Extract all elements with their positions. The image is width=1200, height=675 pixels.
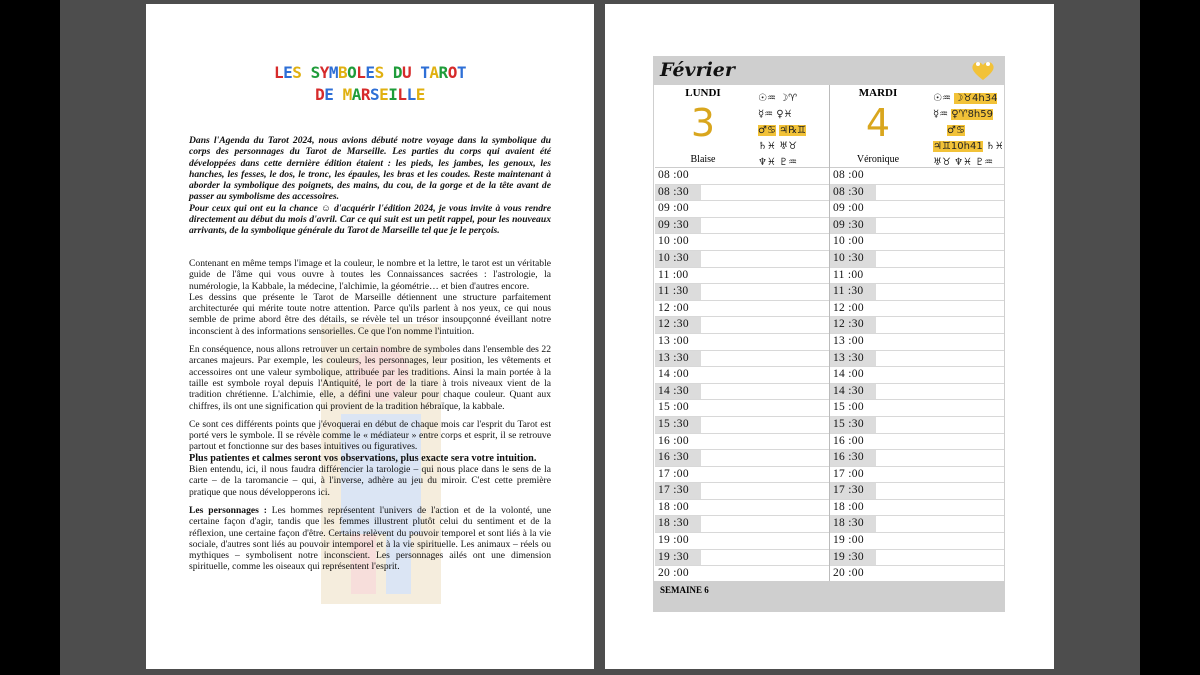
left-page [146, 4, 594, 669]
time-label: 18 :30 [833, 517, 864, 530]
right-page [605, 4, 1054, 669]
time-label: 17 :00 [658, 467, 689, 480]
astro-highlight: ♂♋ [947, 125, 965, 136]
time-label: 12 :00 [658, 301, 689, 314]
time-label: 09 :30 [658, 218, 689, 231]
time-label: 11 :30 [658, 285, 689, 298]
time-slot[interactable] [830, 483, 1004, 500]
body-paragraph: Les hommes représentent l'univers de l'action et de la volonté, une certaine façon d'agir, tandis que les femmes illustrent plutôt celui du sentiment et de la réflexion, une certaine façon d'être. Certains relèvent du pouvoir temporel et sont liés à la vie sociale, d'autres sont liés au pouvoir intemporel et à la vie spirituelle. Les animaux – réels ou mythiques – symbolisent notre inconscient. Les personnages ailés ont une dimension spirituelle, comme les oiseaux qui représentent l'esprit. [189, 504, 551, 573]
astro-line: ☉♒ ☽♈ [758, 93, 798, 104]
time-slot[interactable] [655, 384, 829, 401]
time-label: 20 :00 [833, 567, 864, 580]
time-label: 08 :30 [833, 185, 864, 198]
week-footer [654, 581, 1004, 611]
time-label: 19 :00 [658, 534, 689, 547]
time-slot[interactable] [655, 500, 829, 517]
time-label: 11 :30 [833, 285, 864, 298]
time-slot[interactable] [830, 434, 1004, 451]
astro-symbols: ☉♒ ☽♉4h34 ☿♒ ♀♈8h59 ♂♋ ♃♊10h41 ♄♓ ♅♉ ♆♓ ♇♒ [933, 91, 1003, 171]
day-number: 4 [865, 101, 891, 145]
time-label: 15 :30 [833, 417, 864, 430]
time-label: 10 :00 [833, 235, 864, 248]
time-label: 19 :30 [833, 550, 864, 563]
time-slot[interactable] [830, 201, 1004, 218]
astro-line: ♆♓ ♇♒ [758, 157, 798, 168]
time-slot[interactable] [830, 417, 1004, 434]
month-title: Février [660, 59, 735, 81]
time-slot[interactable] [830, 533, 1004, 550]
time-slots [655, 168, 829, 583]
astro-highlight: ♀♈8h59 [951, 109, 993, 120]
time-label: 09 :00 [658, 202, 689, 215]
time-label: 15 :00 [658, 401, 689, 414]
day-name: MARDI [858, 87, 898, 99]
time-label: 11 :00 [658, 268, 689, 281]
body-paragraph: Les dessins que présente le Tarot de Marseille détiennent une structure parfaitement architecturée qui mérite toute notre attention. Parce qu'ils parlent à nos yeux, ce qui nous semble de prime abord être des détails, se révèle tel un trésor insoupçonné éveillant notre inconscient à des informations sensorielles. Ce que l'on nomme l'intuition. [189, 291, 551, 337]
time-label: 12 :00 [833, 301, 864, 314]
time-slot[interactable] [655, 467, 829, 484]
body-paragraph: Ce sont ces différents points que j'évoquerai en début de chaque mois car l'esprit du Tarot est porté vers le symbole. Il se révèle comme le « médiateur » entre corps et esprit, il se retrouve partout et fonctionne sur des bases intuitives ou figuratives. [189, 418, 551, 453]
body-paragraph: Contenant en même temps l'image et la couleur, le nombre et la lettre, le tarot est un véritable guide de l'âme qui vous ouvre à toutes les Connaissances sacrées : l'astrologie, la numérologie, la Kabbale, la médecine, l'alchimie, la géométrie… et bien d'autres encore. [189, 258, 551, 292]
time-slot[interactable] [830, 185, 1004, 202]
time-slot[interactable] [830, 234, 1004, 251]
time-slot[interactable] [830, 400, 1004, 417]
time-slot[interactable] [655, 516, 829, 533]
time-slot[interactable] [830, 351, 1004, 368]
time-label: 16 :00 [658, 434, 689, 447]
day-number: 3 [690, 101, 716, 145]
time-label: 18 :00 [833, 500, 864, 513]
time-slot[interactable] [655, 417, 829, 434]
time-slot[interactable] [830, 251, 1004, 268]
time-label: 10 :30 [658, 251, 689, 264]
time-slot[interactable] [830, 268, 1004, 285]
time-slot[interactable] [655, 550, 829, 567]
astro-highlight: ☽♉4h34 [954, 93, 998, 104]
astro-highlight: ♃℞♊ [779, 125, 807, 136]
time-label: 08 :00 [833, 169, 864, 181]
time-slot[interactable] [655, 317, 829, 334]
day-name: LUNDI [685, 87, 721, 99]
intro-paragraph: Dans l'Agenda du Tarot 2024, nous avions débuté notre voyage dans la symbolique du corps des personnages du Tarot de Marseille. Les parties du corps qui avaient été développées dans cette dernière édition étaient : les pieds, les jambes, les genoux, les hanches, les fesses, le dos, le tronc, les épaules, les bras et les coudes. Reste maintenant à aborder la symbolique des poignets, des mains, du cou, de la gorge et de la tête avant de passer au symbolisme des accessoires. [189, 135, 551, 203]
intro-text [189, 135, 551, 237]
viewer-background [60, 0, 1140, 675]
time-label: 09 :30 [833, 218, 864, 231]
time-label: 19 :30 [658, 550, 689, 563]
time-label: 10 :00 [658, 235, 689, 248]
title-line-1: LES SYMBOLES DU TAROT [274, 63, 466, 82]
time-slot[interactable] [830, 384, 1004, 401]
astro-line: ♅♉ ♆♓ ♇♒ [933, 157, 994, 168]
body-paragraph: En conséquence, nous allons retrouver un certain nombre de symboles dans l'ensemble des 22 arcanes majeurs. Par exemple, les couleurs, les personnages, leur position, les vêtements et accessoires ont une valeur symbolique, attribuée par les traditions. Ainsi la main portée à la taille est symbole royal depuis l'Antiquité, le port de la tiare à trois niveaux vient de la tradition chrétienne. L'alchimie, elle, a défini une valeur pour chaque couleur. Quant aux chiffres, ils ont une signification qui provient de la tradition hébraïque, la kabbale. [189, 344, 551, 412]
time-label: 16 :00 [833, 434, 864, 447]
time-slot[interactable] [830, 467, 1004, 484]
time-label: 13 :30 [658, 351, 689, 364]
time-slot[interactable] [655, 234, 829, 251]
time-label: 16 :30 [658, 451, 689, 464]
time-slot[interactable] [655, 400, 829, 417]
title-line-2: DE MARSEILLE [315, 85, 425, 104]
time-label: 12 :30 [833, 318, 864, 331]
time-label: 18 :00 [658, 500, 689, 513]
time-label: 14 :00 [833, 368, 864, 381]
time-label: 17 :30 [833, 484, 864, 497]
time-slot[interactable] [830, 301, 1004, 318]
time-label: 11 :00 [833, 268, 864, 281]
time-slot[interactable] [830, 450, 1004, 467]
time-label: 08 :00 [658, 169, 689, 181]
day-column-tuesday [830, 85, 1004, 583]
intro-paragraph: Pour ceux qui ont eu la chance ☺ d'acquérir l'édition 2024, je vous invite à vous rendre directement au début du mois d'avril. Car ce qui suit est un petit rappel, pour les nouveaux arrivants, de la symbolique générale du Tarot de Marseille tel que je le perçois. [189, 202, 551, 237]
agenda-grid [653, 56, 1005, 612]
time-label: 20 :00 [658, 567, 689, 580]
section-heading: Les personnages : [189, 504, 267, 516]
time-slot[interactable] [655, 450, 829, 467]
time-slot[interactable] [655, 185, 829, 202]
time-label: 19 :00 [833, 534, 864, 547]
day-header [655, 85, 829, 168]
time-label: 13 :00 [833, 334, 864, 347]
astro-line: ♄♓ ♅♉ [758, 141, 798, 152]
time-label: 17 :00 [833, 467, 864, 480]
time-slot[interactable] [655, 434, 829, 451]
astro-line: ☿♒ ♀♓ [758, 109, 793, 120]
time-label: 14 :00 [658, 368, 689, 381]
time-slot[interactable] [655, 334, 829, 351]
time-slot[interactable] [655, 218, 829, 235]
saint-name: Véronique [856, 154, 900, 165]
time-slot[interactable] [655, 301, 829, 318]
time-slot[interactable] [830, 168, 1004, 185]
astro-symbols [758, 91, 828, 171]
time-label: 16 :30 [833, 451, 864, 464]
time-slot[interactable] [830, 550, 1004, 567]
astro-highlight: ♂♋ [758, 125, 776, 136]
time-slot[interactable] [830, 218, 1004, 235]
time-slot[interactable] [655, 483, 829, 500]
month-header [654, 57, 1004, 85]
astro-highlight: ♃♊10h41 [933, 141, 983, 152]
time-label: 08 :30 [658, 185, 689, 198]
time-slot[interactable] [655, 168, 829, 185]
time-label: 14 :30 [833, 384, 864, 397]
time-label: 12 :30 [658, 318, 689, 331]
body-text [189, 258, 551, 573]
body-paragraph-emphasis: Plus patientes et calmes seront vos observations, plus exacte sera votre intuition. [189, 452, 537, 464]
time-slot[interactable] [830, 284, 1004, 301]
time-label: 15 :30 [658, 417, 689, 430]
time-slot[interactable] [830, 500, 1004, 517]
time-label: 13 :30 [833, 351, 864, 364]
time-label: 15 :00 [833, 401, 864, 414]
time-slot[interactable] [655, 367, 829, 384]
time-label: 09 :00 [833, 202, 864, 215]
time-slot[interactable] [655, 284, 829, 301]
time-slot[interactable] [830, 367, 1004, 384]
time-slot[interactable] [655, 351, 829, 368]
time-label: 18 :30 [658, 517, 689, 530]
time-slot[interactable] [830, 334, 1004, 351]
time-slot[interactable] [830, 317, 1004, 334]
day-header [830, 85, 1004, 168]
time-label: 17 :30 [658, 484, 689, 497]
saint-name: Blaise [690, 154, 716, 165]
time-slot[interactable] [655, 268, 829, 285]
heart-icon [970, 60, 996, 82]
page-title [146, 62, 594, 106]
day-column-monday [655, 85, 829, 583]
time-slot[interactable] [655, 201, 829, 218]
time-label: 14 :30 [658, 384, 689, 397]
time-label: 10 :30 [833, 251, 864, 264]
time-slot[interactable] [655, 533, 829, 550]
time-slots [830, 168, 1004, 583]
time-slot[interactable] [830, 516, 1004, 533]
time-slot[interactable] [655, 251, 829, 268]
body-paragraph: Bien entendu, ici, il nous faudra différencier la tarologie – qui nous place dans le sens de la carte – de la taromancie – qui, à l'inverse, adhère au jeu du miroir. C'est cette première pratique que nous développerons ici. [189, 464, 551, 498]
week-label: SEMAINE 6 [660, 585, 709, 595]
time-label: 13 :00 [658, 334, 689, 347]
